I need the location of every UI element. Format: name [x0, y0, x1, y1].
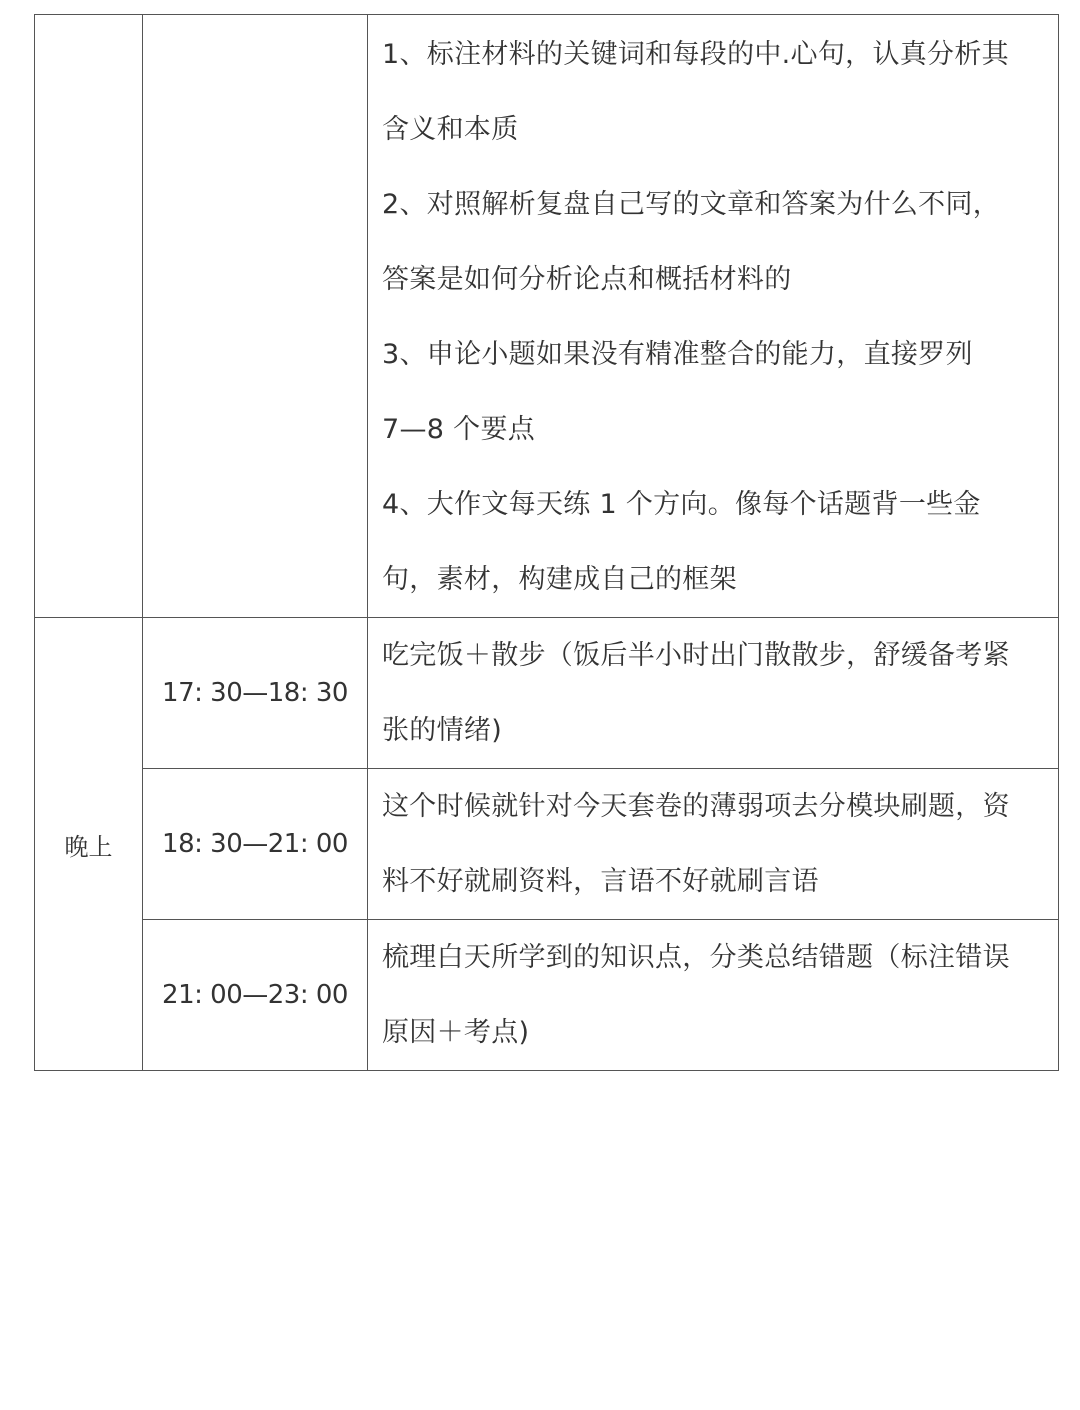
task-line: 4、大作文每天练 1 个方向。像每个话题背一些金 [382, 489, 981, 520]
task-line: 2、对照解析复盘自己写的文章和答案为什么不同， [382, 189, 1001, 220]
table-row [35, 920, 1059, 1071]
period-cell [35, 15, 143, 618]
table-row [35, 15, 1059, 618]
task-line: 梳理白天所学到的知识点，分类总结错题（标注错误 [382, 942, 1010, 973]
task-cell [368, 15, 1059, 618]
task-line: 7—8 个要点 [382, 414, 536, 445]
time-cell: 21: 00—23: 00 [143, 920, 368, 1071]
task-line: 原因＋考点) [382, 1017, 530, 1048]
time-cell: 17: 30—18: 30 [143, 618, 368, 769]
task-line: 含义和本质 [382, 114, 519, 145]
task-line: 答案是如何分析论点和概括材料的 [382, 264, 792, 295]
task-line: 张的情绪) [382, 715, 503, 746]
period-cell-evening: 晚上 [35, 618, 143, 1071]
task-line: 1、标注材料的关键词和每段的中.心句，认真分析其 [382, 39, 1009, 70]
task-cell [368, 920, 1059, 1071]
task-cell [368, 618, 1059, 769]
table-row [35, 618, 1059, 769]
task-line: 这个时候就针对今天套卷的薄弱项去分模块刷题，资 [382, 791, 1010, 822]
task-cell [368, 769, 1059, 920]
task-line: 吃完饭＋散步（饭后半小时出门散散步，舒缓备考紧 [382, 640, 1010, 671]
table-row [35, 769, 1059, 920]
time-cell [143, 15, 368, 618]
time-cell: 18: 30—21: 00 [143, 769, 368, 920]
task-line: 句，素材，构建成自己的框架 [382, 564, 737, 595]
schedule-table [34, 14, 1059, 1071]
task-line: 料不好就刷资料，言语不好就刷言语 [382, 866, 819, 897]
task-line: 3、申论小题如果没有精准整合的能力，直接罗列 [382, 339, 973, 370]
